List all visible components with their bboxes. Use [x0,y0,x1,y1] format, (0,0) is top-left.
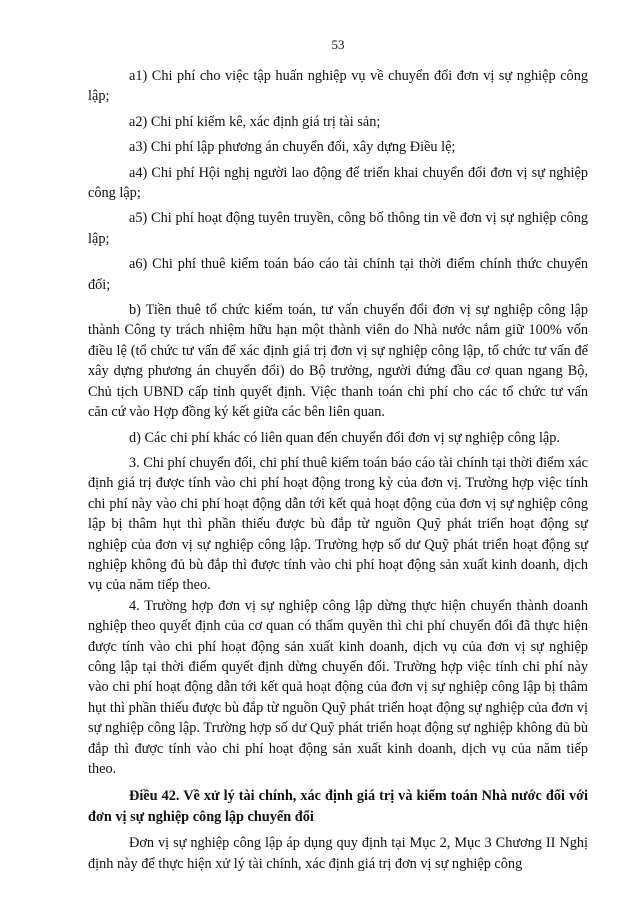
paragraph-a6: a6) Chi phí thuê kiểm toán báo cáo tài chính tại thời điểm chính thức chuyển đổi; [88,256,588,293]
page-number: 53 [331,37,345,52]
paragraph-a5: a5) Chi phí hoạt động tuyên truyền, công bố thông tin về đơn vị sự nghiệp công lập; [88,210,588,247]
paragraph-a4: a4) Chi phí Hội nghị người lao động để triển khai chuyển đổi đơn vị sự nghiệp công lập; [88,164,588,202]
document-body [88,66,588,879]
paragraph-a2: a2) Chi phí kiểm kê, xác định giá trị tài sản; [129,113,381,130]
article-42-heading: Điều 42. Về xử lý tài chính, xác định giá trị và kiểm toán Nhà nước đối với đơn vị sự nghiệp công lập chuyển đổi [88,788,588,825]
paragraph-3: 3. Chi phí chuyển đổi, chi phí thuê kiểm toán báo cáo tài chính tại thời điểm xác định giá trị được tính vào chi phí hoạt động trong kỳ của đơn vị. Trường hợp việc tính chi phí này vào chi phí hoạt động dẫn tới kết quả hoạt động của đơn vị sự nghiệp công lập bị thâm hụt thì phần thiếu được bù đắp từ nguồn Quỹ phát triển hoạt động sự nghiệp của đơn vị sự nghiệp công lập. Trường hợp số dư Quỹ phát triển hoạt động sự nghiệp không đủ bù đắp thì được tính vào chi phí hoạt động sản xuất kinh doanh, dịch vụ của năm tiếp theo. [88,454,588,594]
paragraph-a1: a1) Chi phí cho việc tập huấn nghiệp vụ về chuyển đổi đơn vị sự nghiệp công lập; [88,68,588,105]
paragraph-4: 4. Trường hợp đơn vị sự nghiệp công lập dừng thực hiện chuyển thành doanh nghiệp theo quyết định của cơ quan có thẩm quyền thì chi phí chuyển đổi đã thực hiện được tính vào chi phí hoạt động sản xuất kinh doanh, dịch vụ của đơn vị sự nghiệp công lập tại thời điểm quyết định dừng chuyển đổi. Trường hợp việc tính chi phí này vào chi phí hoạt động dẫn tới kết quả hoạt động của đơn vị sự nghiệp công lập bị thâm hụt thì phần thiếu được bù đắp từ nguồn Quỹ phát triển hoạt động sự nghiệp của đơn vị sự nghiệp công lập. Trường hợp số dư Quỹ phát triển hoạt động sự nghiệp không đủ bù đắp thì được tính vào chi phí hoạt động sản xuất kinh doanh, dịch vụ của năm tiếp theo. [88,597,588,777]
article-42-paragraph: Đơn vị sự nghiệp công lập áp dụng quy định tại Mục 2, Mục 3 Chương II Nghị định này để thực hiện xử lý tài chính, xác định giá trị đơn vị sự nghiệp công [88,835,588,872]
paragraph-b: b) Tiền thuê tổ chức kiểm toán, tư vấn chuyển đổi đơn vị sự nghiệp công lập thành Công ty trách nhiệm hữu hạn một thành viên do Nhà nước nắm giữ 100% vốn điều lệ (tổ chức tư vấn để xác định giá trị đơn vị sự nghiệp công lập, tổ chức tư vấn để xây dựng phương án chuyển đổi) do Bộ trưởng, người đứng đầu cơ quan ngang Bộ, Chủ tịch UBND cấp tỉnh quyết định. Việc thanh toán chi phí cho các tổ chức tư vấn căn cứ vào Hợp đồng ký kết giữa các bên liên quan. [88,302,588,421]
paragraph-a3: a3) Chi phí lập phương án chuyển đổi, xây dựng Điều lệ; [129,139,456,156]
paragraph-d: d) Các chi phí khác có liên quan đến chuyển đổi đơn vị sự nghiệp công lập. [129,429,561,446]
